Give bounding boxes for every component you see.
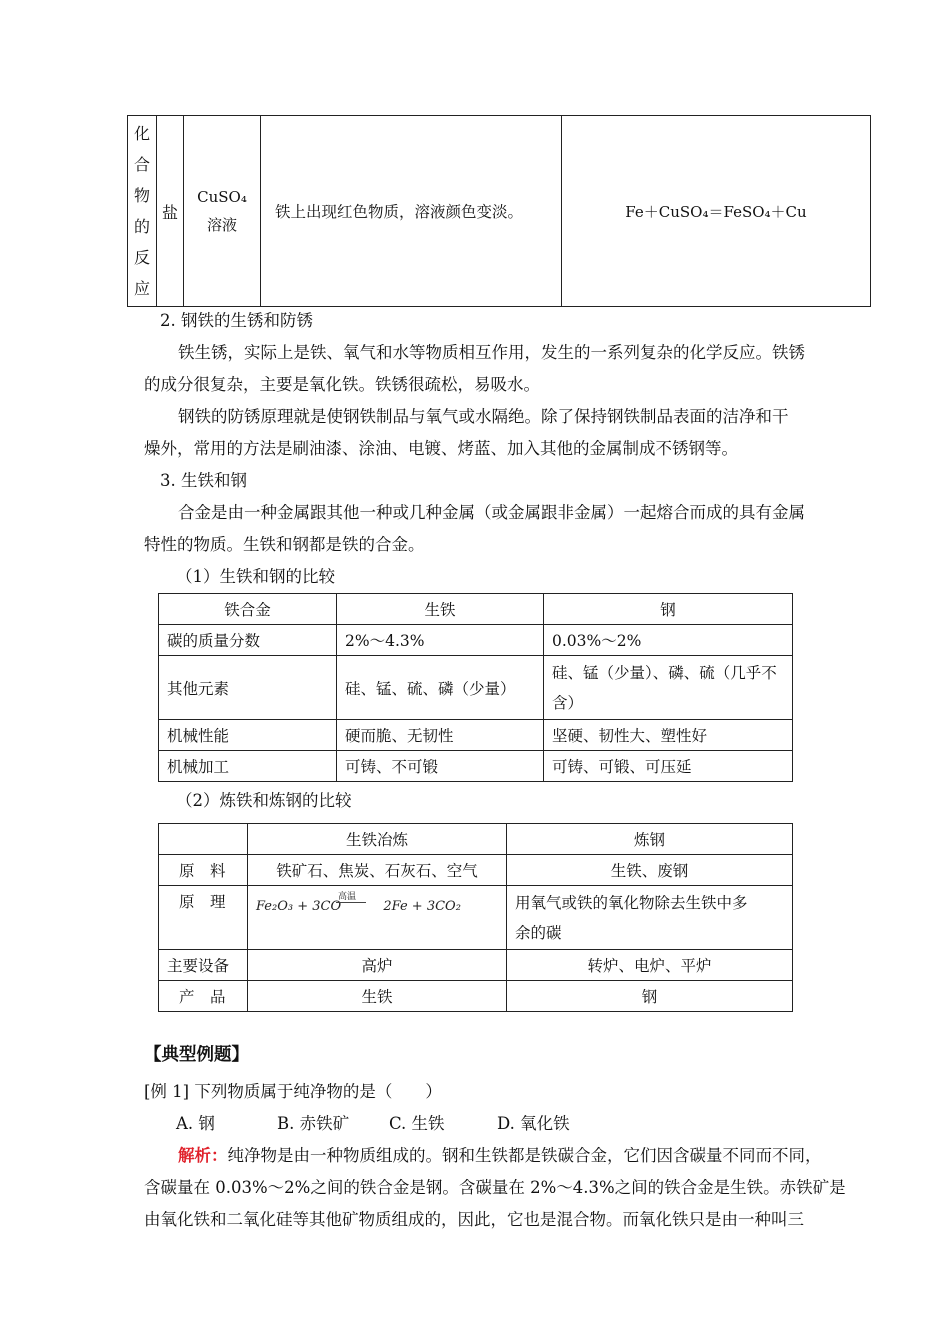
row-label: 机械加工 (159, 751, 337, 782)
type-label: 盐 (161, 202, 178, 222)
header-steel: 钢 (544, 594, 793, 625)
section2-para2-line1: 钢铁的防锈原理就是使钢铁制品与氧气或水隔绝。除了保持钢铁制品表面的洁净和干 (178, 407, 789, 426)
reagent-cell (184, 116, 261, 307)
principle-equation (248, 886, 507, 950)
raw-material-label: 原 料 (159, 855, 248, 886)
raw-material-steel: 生铁、废钢 (507, 855, 793, 886)
section2-heading: 2. 钢铁的生锈和防锈 (160, 311, 313, 330)
category-char: 化 (133, 124, 150, 143)
product-iron: 生铁 (248, 981, 507, 1012)
section2-para2-line2: 燥外，常用的方法是刷油漆、涂油、电镀、烤蓝、加入其他的金属制成不锈钢等。 (144, 439, 738, 458)
smelting-compare-table (158, 823, 793, 1012)
category-char: 物 (133, 186, 150, 205)
pig-value: 硅、锰、硫、磷（少量） (337, 656, 544, 720)
smelting-equation: Fe₂O₃ + 3CO 高温 2Fe + 3CO₂ (256, 892, 461, 914)
equation-cell (562, 116, 871, 307)
reagent-formula: CuSO₄ (197, 188, 247, 206)
option-b: B. 赤铁矿 (277, 1114, 350, 1133)
analysis-line3: 由氧化铁和二氧化硅等其他矿物质组成的，因此，它也是混合物。而氧化铁只是由一种叫三 (144, 1210, 804, 1229)
analysis-line2: 含碳量在 0.03%～2%之间的铁合金是钢。含碳量在 2%～4.3%之间的铁合金是生铁。赤铁矿是 (144, 1178, 846, 1197)
section3-para1-line2: 特性的物质。生铁和钢都是铁的合金。 (144, 535, 425, 554)
category-char: 合 (133, 155, 150, 174)
pig-value: 2%～4.3% (337, 625, 544, 656)
pig-value: 可铸、不可锻 (337, 751, 544, 782)
steel-value: 坚硬、韧性大、塑性好 (544, 720, 793, 751)
product-label: 产 品 (159, 981, 248, 1012)
type-cell (157, 116, 184, 307)
header-alloy: 铁合金 (159, 594, 337, 625)
subheading-smelt: （2）炼铁和炼钢的比较 (176, 791, 352, 810)
category-char: 应 (133, 279, 150, 298)
equipment-label: 主要设备 (159, 950, 248, 981)
reaction-table (127, 115, 871, 307)
equation-text: Fe＋CuSO₄＝FeSO₄＋Cu (625, 202, 807, 221)
section2-para1-line1: 铁生锈，实际上是铁、氧气和水等物质相互作用，发生的一系列复杂的化学反应。铁锈 (178, 343, 805, 362)
reagent-name: 溶液 (206, 216, 237, 234)
category-cell (128, 116, 157, 307)
question-1: [例 1] 下列物质属于纯净物的是（ ） (144, 1082, 442, 1101)
analysis-label: 解析： (178, 1146, 228, 1165)
row-label: 机械性能 (159, 720, 337, 751)
option-a: A. 钢 (176, 1114, 215, 1133)
equipment-iron: 高炉 (248, 950, 507, 981)
steel-value: 0.03%～2% (544, 625, 793, 656)
principle-steel: 用氧气或铁的氧化物除去生铁中多 余的碳 (507, 886, 793, 950)
section3-heading: 3. 生铁和钢 (160, 471, 247, 490)
subheading-compare: （1）生铁和钢的比较 (176, 567, 335, 586)
pig-value: 硬而脆、无韧性 (337, 720, 544, 751)
option-d: D. 氧化铁 (497, 1114, 570, 1133)
equipment-steel: 转炉、电炉、平炉 (507, 950, 793, 981)
phenomenon-text: 铁上出现红色物质，溶液颜色变淡。 (275, 203, 524, 221)
analysis-line1: 解析：纯净物是由一种物质组成的。钢和生铁都是铁碳合金，它们因含碳量不同而不同， (178, 1146, 822, 1165)
row-label: 其他元素 (159, 656, 337, 720)
category-char: 的 (133, 217, 150, 236)
header-empty (159, 824, 248, 855)
section2-para1-line2: 的成分很复杂，主要是氧化铁。铁锈很疏松，易吸水。 (144, 375, 540, 394)
examples-title: 【典型例题】 (144, 1045, 249, 1065)
section3-para1-line1: 合金是由一种金属跟其他一种或几种金属（或金属跟非金属）一起熔合而成的具有金属 (178, 503, 805, 522)
category-label (128, 118, 156, 304)
raw-material-iron: 铁矿石、焦炭、石灰石、空气 (248, 855, 507, 886)
category-char: 反 (133, 248, 150, 267)
steel-value: 硅、锰（少量）、磷、硫（几乎不 含） (544, 656, 793, 720)
option-c: C. 生铁 (389, 1114, 445, 1133)
steel-value: 可铸、可锻、可压延 (544, 751, 793, 782)
header-pig-iron: 生铁 (337, 594, 544, 625)
header-steelmaking: 炼钢 (507, 824, 793, 855)
alloy-compare-table (158, 593, 793, 782)
principle-label: 原 理 (159, 886, 248, 950)
header-iron-smelting: 生铁冶炼 (248, 824, 507, 855)
product-steel: 钢 (507, 981, 793, 1012)
phenomenon-cell (261, 116, 562, 307)
row-label: 碳的质量分数 (159, 625, 337, 656)
